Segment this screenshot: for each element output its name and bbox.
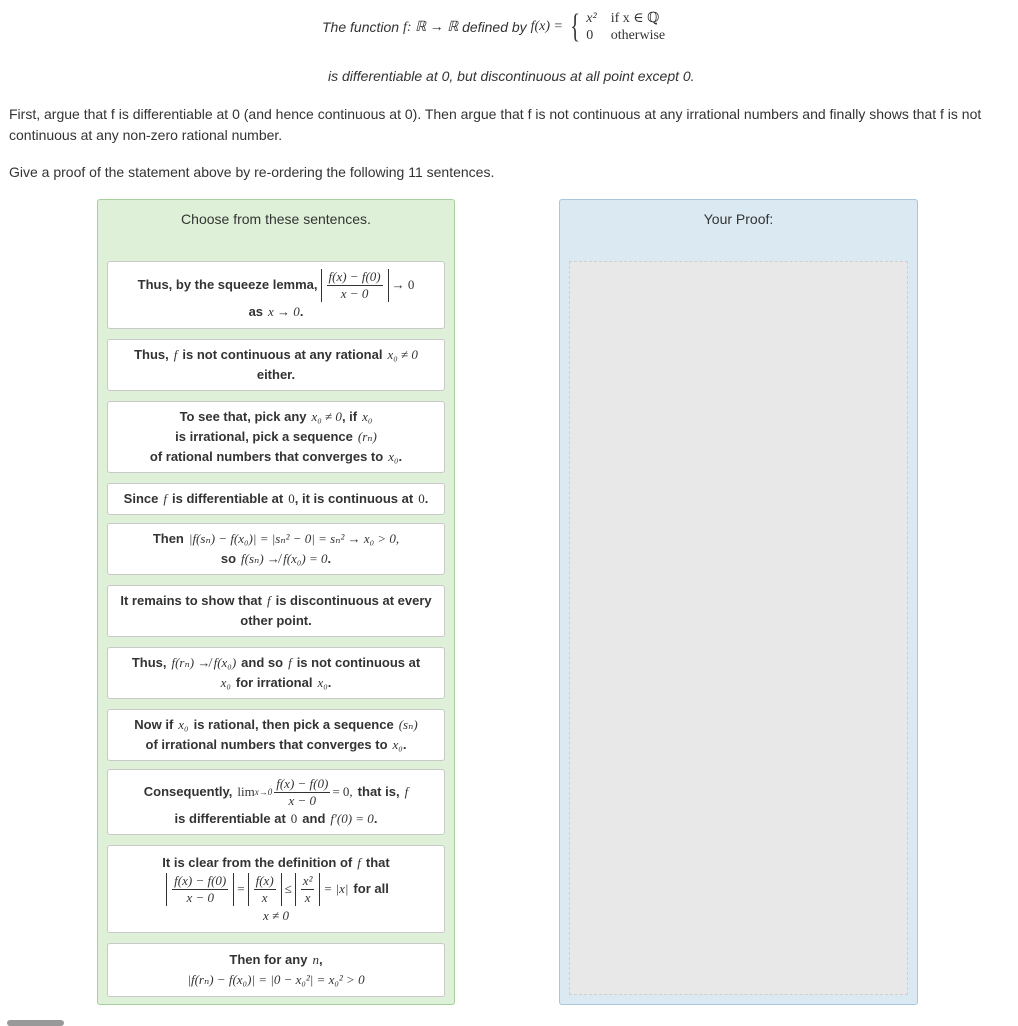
sentence-card-rational-not-continuous[interactable] [107, 339, 445, 391]
card-text: It is clear from the definition of [162, 854, 353, 870]
case2-value: 0 [586, 28, 594, 43]
card-math: f(rₙ) ↛ f(x₀) [171, 655, 237, 670]
card-math: (sₙ) [398, 717, 418, 732]
card-math: x → 0 [268, 303, 300, 319]
card-text: is differentiable at [174, 810, 286, 826]
card-math: x₀ [317, 675, 328, 690]
proof-panel-title: Your Proof: [703, 211, 774, 227]
card-text: as [248, 303, 264, 319]
card-text: . [327, 551, 332, 566]
sentence-card-then-for-any-n[interactable] [107, 943, 445, 997]
card-text: Consequently, [143, 784, 233, 799]
card-math: f [173, 347, 178, 362]
card-math: = 0, [332, 784, 353, 799]
card-text: , if [341, 409, 358, 424]
card-math: f [357, 854, 361, 870]
card-text: that [365, 854, 390, 870]
card-math: x₀ ≠ 0 [311, 409, 342, 424]
statement-intro: The function [322, 19, 400, 35]
card-text: . [299, 303, 304, 319]
card-math: f [404, 784, 409, 799]
card-text: To see that, pick any [179, 409, 307, 424]
sentence-card-now-if-rational[interactable] [107, 709, 445, 761]
fraction-denominator: x − 0 [186, 889, 214, 905]
card-math: x₀ [392, 737, 403, 752]
card-text: . [402, 737, 407, 752]
card-math: x₀ [362, 409, 373, 424]
sentence-card-then-sn[interactable] [107, 523, 445, 575]
sentence-card-since-differentiable[interactable] [107, 483, 445, 515]
bottom-scroll-handle[interactable] [7, 1020, 64, 1026]
choose-sentences-panel [97, 199, 455, 1005]
card-text: , it is continuous at [294, 491, 414, 506]
card-math: x₀ [178, 717, 189, 732]
function-signature: f: ℝ → ℝ [402, 19, 459, 35]
card-text: Thus, [134, 347, 169, 362]
card-text: Since [123, 491, 159, 506]
fraction-denominator: x [261, 889, 268, 905]
card-text: is irrational, pick a sequence [175, 429, 353, 444]
card-text: other point. [240, 613, 312, 628]
card-text: is not continuous at any rational [182, 347, 383, 362]
card-text: Then [152, 531, 184, 546]
card-math: = [237, 881, 245, 896]
card-math: ≤ [284, 881, 292, 896]
card-math: f(sₙ) ↛ f(x₀) = 0 [241, 551, 328, 566]
function-lhs: f(x) = [530, 19, 563, 34]
card-math: 0 [288, 491, 295, 506]
card-math: |f(rₙ) − f(x₀)| = |0 − x₀²| = x₀² > 0 [187, 972, 365, 987]
card-math: (rₙ) [357, 429, 377, 444]
card-math: f [163, 491, 167, 506]
card-text: Thus, by the squeeze lemma, [137, 277, 318, 292]
card-text: is discontinuous at every [275, 593, 432, 608]
sentence-card-to-see-that[interactable] [107, 401, 445, 473]
fraction-denominator: x [304, 889, 311, 905]
sentence-card-it-remains[interactable] [107, 585, 445, 637]
card-math: 0 [418, 491, 425, 506]
case1-value: x² [586, 11, 597, 26]
left-brace-icon: { [570, 8, 581, 45]
card-math-subscript: x→0 [254, 787, 273, 797]
case1-condition: if x ∈ ℚ [610, 11, 660, 26]
fraction-numerator: x² [302, 872, 313, 888]
card-text: of irrational numbers that converges to [145, 737, 388, 752]
card-text: for irrational [235, 675, 313, 690]
fraction-numerator: f(x) − f(0) [276, 775, 329, 791]
card-math: lim [237, 784, 255, 799]
card-text: either. [256, 367, 296, 382]
instruction-reorder: Give a proof of the statement above by re-ordering the following 11 sentences. [9, 164, 495, 180]
card-math: x₀ [388, 449, 399, 464]
card-math: f [266, 593, 271, 608]
card-math: x₀ ≠ 0 [387, 347, 418, 362]
sentence-card-consequently[interactable] [107, 769, 445, 835]
fraction-denominator: x − 0 [340, 285, 369, 301]
card-text: . [327, 675, 332, 690]
card-text: is not continuous at [296, 655, 421, 670]
card-text: for all [353, 881, 389, 896]
card-text: It remains to show that [120, 593, 262, 608]
card-math: n [312, 952, 319, 967]
card-math: x₀ [220, 675, 231, 690]
card-text: , [318, 952, 323, 967]
fraction-numerator: f(x) − f(0) [174, 872, 227, 888]
card-text: Then for any [229, 952, 308, 967]
function-definition [322, 10, 665, 44]
card-text: of rational numbers that converges to [149, 449, 384, 464]
piecewise-definition [567, 10, 665, 44]
card-math: 0 [290, 810, 298, 826]
statement-defined-by: defined by [462, 19, 527, 35]
card-math: f′(0) = 0 [330, 810, 374, 826]
problem-statement [0, 0, 1018, 100]
card-text: and so [241, 655, 284, 670]
fraction-numerator: f(x) [255, 872, 274, 888]
card-math: f [288, 655, 292, 670]
card-text: is rational, then pick a sequence [193, 717, 394, 732]
card-text: Thus, [131, 655, 167, 670]
card-math: x ≠ 0 [263, 907, 289, 923]
arrow-zero: → 0 [391, 277, 415, 292]
your-proof-panel [559, 199, 918, 1005]
card-text: . [424, 491, 429, 506]
sentence-card-it-is-clear[interactable] [107, 845, 445, 933]
instruction-text: First, argue that f is differentiable at 0 (and hence continuous at 0). Then argue that f is not continuous at any irrational numbers and finally shows that f is not continuous at any non-zero rational number. [9, 106, 982, 143]
card-math: = |x| [323, 881, 349, 896]
proof-drop-zone[interactable] [569, 261, 908, 995]
card-text: Now if [134, 717, 174, 732]
card-text: that is, [357, 784, 400, 799]
card-text: so [220, 551, 237, 566]
fraction-denominator: x − 0 [288, 792, 317, 808]
card-text: . [398, 449, 403, 464]
fraction-numerator: f(x) − f(0) [328, 268, 381, 284]
statement-conclusion: is differentiable at 0, but discontinuous at all point except 0. [328, 68, 695, 84]
choose-panel-title: Choose from these sentences. [181, 211, 371, 227]
card-text: . [373, 810, 378, 826]
sentence-card-squeeze-lemma[interactable] [107, 261, 445, 329]
sentence-card-thus-rn[interactable] [107, 647, 445, 699]
card-math: |f(sₙ) − f(x₀)| = |sₙ² − 0| = sₙ² → x₀ > 0, [188, 531, 400, 546]
card-text: and [302, 810, 326, 826]
case2-condition: otherwise [610, 28, 666, 43]
card-text: is differentiable at [171, 491, 284, 506]
